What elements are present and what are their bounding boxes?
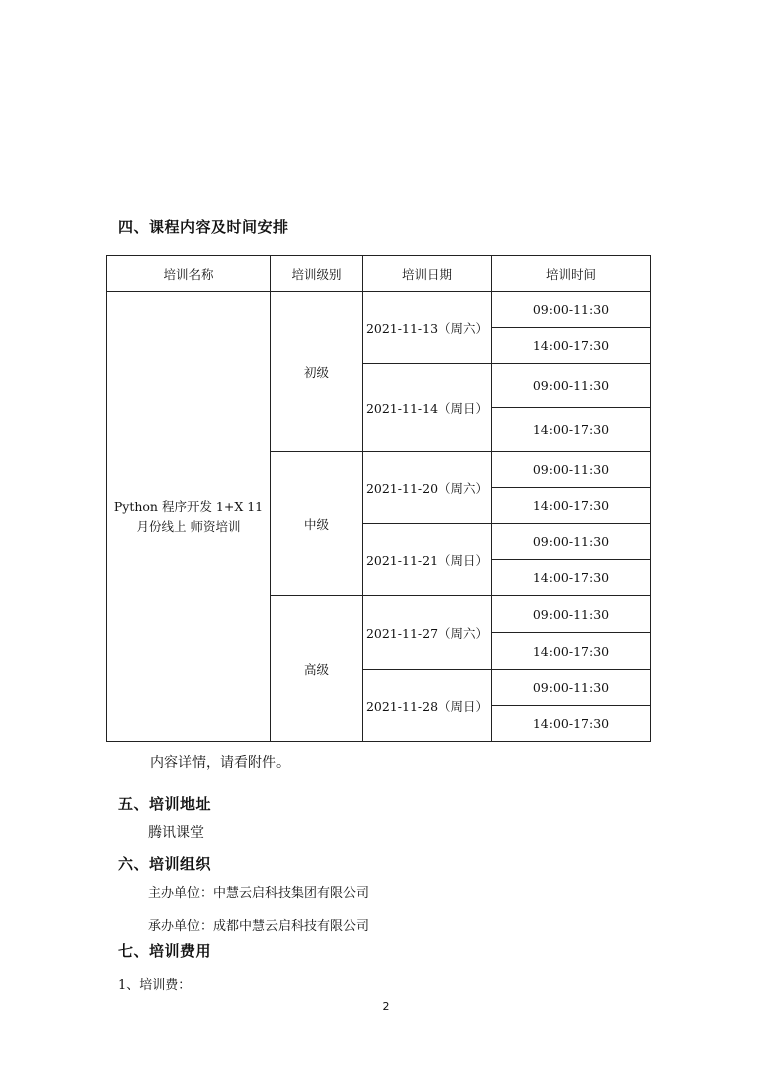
- time-cell: 09:00-11:30: [492, 670, 651, 706]
- course-name-cell: Python 程序开发 1+X 11 月份线上 师资培训: [107, 292, 271, 742]
- date-cell: 2021-11-20（周六）: [363, 452, 492, 524]
- fee-item-1: 1、培训费：: [118, 978, 192, 993]
- time-cell: 14:00-17:30: [492, 488, 651, 524]
- time-cell: 09:00-11:30: [492, 452, 651, 488]
- section-heading-schedule: 四、课程内容及时间安排: [118, 218, 289, 236]
- table-header-row: [107, 256, 651, 292]
- table-row: [107, 292, 651, 328]
- level-cell: 中级: [271, 452, 363, 596]
- header-training-time: 培训时间: [492, 256, 651, 292]
- time-cell: 14:00-17:30: [492, 706, 651, 742]
- header-training-date: 培训日期: [363, 256, 492, 292]
- header-training-level: 培训级别: [271, 256, 363, 292]
- level-cell: 初级: [271, 292, 363, 452]
- date-cell: 2021-11-21（周日）: [363, 524, 492, 596]
- page-number: 2: [382, 1000, 390, 1013]
- organizer-unit: 承办单位：成都中慧云启科技有限公司: [148, 919, 370, 934]
- time-cell: 09:00-11:30: [492, 524, 651, 560]
- time-cell: 09:00-11:30: [492, 596, 651, 633]
- time-cell: 14:00-17:30: [492, 633, 651, 670]
- time-cell: 14:00-17:30: [492, 328, 651, 364]
- level-cell: 高级: [271, 596, 363, 742]
- section-heading-address: 五、培训地址: [118, 795, 212, 813]
- date-cell: 2021-11-28（周日）: [363, 670, 492, 742]
- date-cell: 2021-11-14（周日）: [363, 364, 492, 452]
- header-training-name: 培训名称: [107, 256, 271, 292]
- date-cell: 2021-11-13（周六）: [363, 292, 492, 364]
- host-unit: 主办单位：中慧云启科技集团有限公司: [148, 886, 370, 901]
- time-cell: 09:00-11:30: [492, 364, 651, 408]
- address-text: 腾讯课堂: [148, 825, 204, 841]
- date-cell: 2021-11-27（周六）: [363, 596, 492, 670]
- schedule-note: 内容详情，请看附件。: [150, 755, 290, 771]
- time-cell: 09:00-11:30: [492, 292, 651, 328]
- section-heading-fees: 七、培训费用: [118, 942, 212, 960]
- schedule-table: [106, 255, 651, 742]
- time-cell: 14:00-17:30: [492, 560, 651, 596]
- time-cell: 14:00-17:30: [492, 408, 651, 452]
- section-heading-organization: 六、培训组织: [118, 855, 212, 873]
